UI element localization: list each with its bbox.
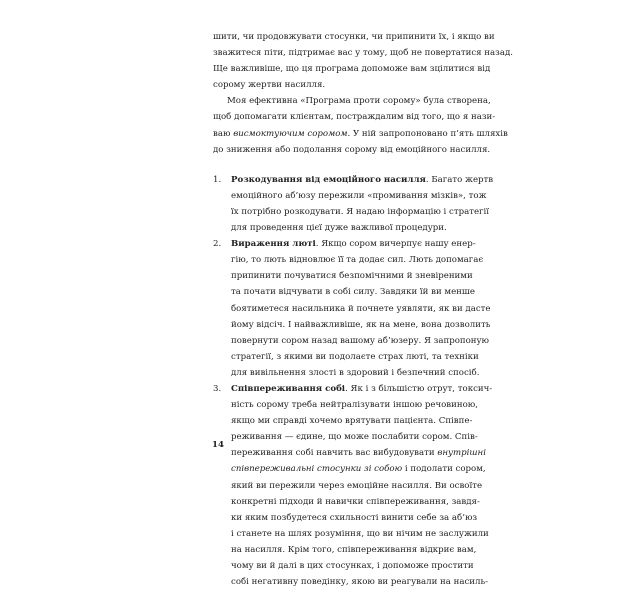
list-item: [213, 172, 494, 236]
text-line: [231, 381, 493, 397]
text-line: припинити почуватися безпомічними й зневіреними: [231, 271, 473, 282]
text-line: щоб допомагати клієнтам, постраждалим від того, що я нази-: [213, 112, 496, 123]
text-line: повернути сором назад вашому аб’юзеру. Я запропоную: [231, 335, 490, 346]
text-line: їх потрібно розкодувати. Я надаю інформацію і стратегії: [231, 206, 490, 217]
list-number: 2.: [213, 239, 222, 250]
text-fragment: переживання собі навчить вас вибудовувати: [231, 448, 435, 459]
italic-term: висмоктуючим соромом: [233, 128, 348, 139]
text-fragment: і подолати сором,: [402, 464, 486, 475]
text-line: ки яким позбудетеся схильності винити себе за аб’юз: [231, 512, 478, 523]
text-line: емоційного аб’юзу пережили «промивання мізків», тож: [231, 190, 487, 201]
list-item: [213, 381, 493, 590]
text-line: та почати відчувати в собі силу. Завдяки їй ви менше: [231, 287, 475, 298]
text-fragment: . У ній запропоновано п’ять шляхів: [347, 128, 508, 139]
list-item-title: Співпереживання собі: [231, 383, 346, 394]
text-fragment: . Як і з більшістю отрут, токсич-: [345, 383, 493, 394]
book-page: [213, 29, 513, 590]
page-number: 14: [212, 440, 224, 450]
text-line: ність сорому треба нейтралізувати іншою речовиною,: [231, 400, 478, 411]
text-line: йому відсіч. І найважливіше, як на мене, вона дозволить: [231, 319, 491, 330]
list-number: 1.: [213, 174, 222, 185]
list-item-title: Вираження люті: [231, 239, 316, 250]
list-item-title: Розкодування від емоційного насилля: [231, 174, 426, 185]
text-line: собі негативну поведінку, якою ви реагували на насиль-: [231, 577, 489, 588]
text-line: [231, 172, 494, 188]
text-fragment: ваю: [213, 128, 231, 139]
text-line: зважитеся піти, підтримає вас у тому, щоб не повертатися назад.: [213, 48, 513, 59]
text-line: конкретні підходи й навички співпереживання, завдя-: [231, 496, 480, 507]
text-fragment: . Багато жертв: [425, 174, 494, 185]
text-line: [231, 461, 486, 477]
text-line: Ще важливіше, що ця програма допоможе вам зцілитися від: [213, 64, 491, 75]
italic-term: співпереживальні стосунки зі собою: [231, 464, 403, 475]
text-line: гію, то лють відновлює її та додає сил. Лють допомагає: [231, 255, 484, 266]
text-line: якщо ми справді хочемо врятувати пацієнта. Співпе-: [231, 416, 473, 427]
text-line: чому ви й далі в цих стосунках, і допоможе простити: [231, 561, 474, 571]
text-line: Моя ефективна «Програма проти сорому» була створена,: [227, 96, 491, 107]
text-line: до зниження або подолання сорому від емоційного насилля.: [213, 144, 491, 155]
list-number: 3.: [213, 383, 222, 394]
text-line: для проведення цієї дуже важливої процедури.: [231, 223, 447, 234]
text-line: [231, 236, 476, 252]
text-line: який ви пережили через емоційне насилля. Ви освоїте: [231, 480, 483, 491]
text-line: реживання — єдине, що може послабити сором. Спів-: [231, 432, 478, 443]
text-fragment: . Якщо сором вичерпує нашу енер-: [315, 239, 476, 250]
text-line: для вивільнення злості в здоровий і безпечний спосіб.: [231, 367, 480, 378]
text-line: сорому жертви насилля.: [213, 80, 326, 91]
text-line: [213, 126, 508, 142]
text-line: стратегії, з якими ви подолаєте страх люті, та техніки: [231, 351, 479, 362]
text-line: шити, чи продовжувати стосунки, чи припинити їх, і якщо ви: [213, 32, 495, 42]
italic-term: внутрішні: [437, 448, 486, 459]
text-line: на насилля. Крім того, співпереживання відкриє вам,: [231, 544, 477, 555]
text-line: [231, 445, 486, 461]
text-line: боятиметеся насильника й почнете уявляти, як ви дасте: [231, 303, 491, 314]
text-line: і станете на шлях розуміння, що ви нічим не заслужили: [231, 528, 489, 539]
list-item: [213, 236, 491, 381]
